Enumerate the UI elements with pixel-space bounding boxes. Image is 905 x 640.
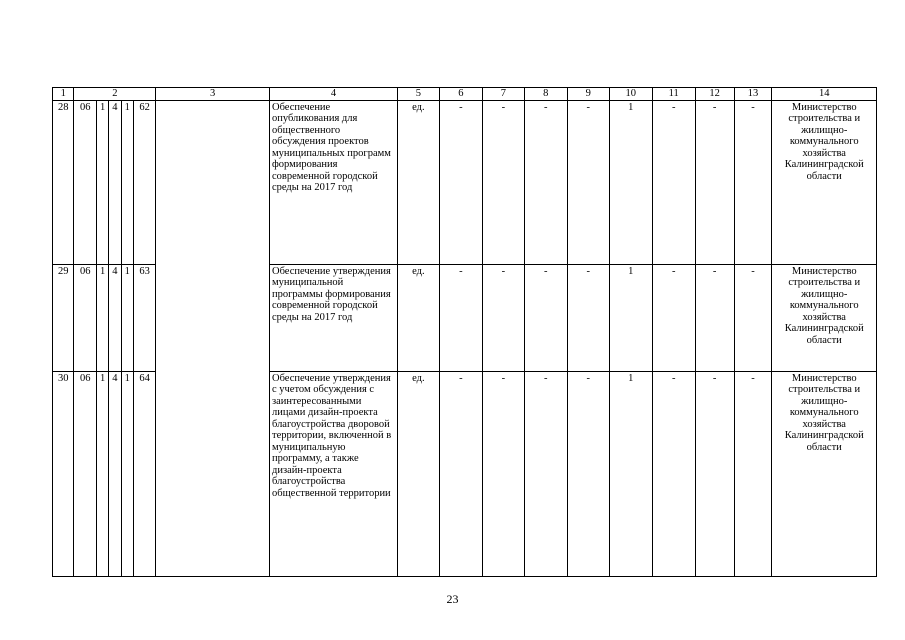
- value-cell: -: [652, 264, 695, 371]
- value-cell: -: [567, 371, 609, 576]
- program-table: [52, 87, 877, 577]
- header-col-12: 12: [695, 88, 734, 101]
- header-col-8: 8: [524, 88, 567, 101]
- responsible-org: Министерство строительства и жилищно-коммунального хозяйства Калининградской области: [772, 100, 877, 264]
- value-cell: -: [439, 371, 482, 576]
- row-number: 30: [53, 371, 74, 576]
- merged-column-3: [156, 100, 270, 576]
- header-col-5: 5: [397, 88, 439, 101]
- code-part: 1: [121, 264, 133, 371]
- header-col-14: 14: [772, 88, 877, 101]
- unit-cell: ед.: [397, 100, 439, 264]
- value-cell: -: [567, 264, 609, 371]
- value-cell: -: [652, 371, 695, 576]
- code-part: 1: [97, 371, 109, 576]
- value-cell: -: [524, 100, 567, 264]
- header-col-10: 10: [609, 88, 652, 101]
- activity-name: Обеспечение опубликования для общественного обсуждения проектов муниципальных программ формирования современной городской среды на 2017 год: [269, 100, 397, 264]
- code-part: 06: [74, 264, 97, 371]
- code-part: 06: [74, 100, 97, 264]
- header-row: [53, 88, 877, 101]
- header-col-13: 13: [734, 88, 772, 101]
- value-cell: -: [695, 264, 734, 371]
- responsible-org: Министерство строительства и жилищно-коммунального хозяйства Калининградской области: [772, 371, 877, 576]
- code-part: 1: [97, 100, 109, 264]
- value-cell: -: [695, 100, 734, 264]
- code-part: 4: [109, 371, 121, 576]
- value-cell: 1: [609, 371, 652, 576]
- row-number: 28: [53, 100, 74, 264]
- header-col-1: 1: [53, 88, 74, 101]
- value-cell: -: [567, 100, 609, 264]
- value-cell: -: [439, 264, 482, 371]
- table-row: [53, 100, 877, 264]
- code-part: 1: [121, 371, 133, 576]
- page-number: 23: [446, 592, 459, 606]
- code-part: 63: [133, 264, 156, 371]
- activity-name: Обеспечение утверждения с учетом обсуждения с заинтересованными лицами дизайн-проекта благоустройства дворовой территории, включенной в муниципальную программу, а также дизайн-проекта благоустройства общественной территории: [269, 371, 397, 576]
- code-part: 4: [109, 100, 121, 264]
- code-part: 06: [74, 371, 97, 576]
- value-cell: -: [524, 371, 567, 576]
- value-cell: 1: [609, 100, 652, 264]
- value-cell: -: [734, 100, 772, 264]
- unit-cell: ед.: [397, 264, 439, 371]
- unit-cell: ед.: [397, 371, 439, 576]
- code-part: 1: [97, 264, 109, 371]
- value-cell: 1: [609, 264, 652, 371]
- code-part: 62: [133, 100, 156, 264]
- value-cell: -: [482, 100, 524, 264]
- value-cell: -: [482, 371, 524, 576]
- value-cell: -: [695, 371, 734, 576]
- activity-name: Обеспечение утверждения муниципальной программы формирования современной городской среды на 2017 год: [269, 264, 397, 371]
- value-cell: -: [734, 371, 772, 576]
- code-part: 64: [133, 371, 156, 576]
- code-part: 1: [121, 100, 133, 264]
- value-cell: -: [482, 264, 524, 371]
- responsible-org: Министерство строительства и жилищно-коммунального хозяйства Калининградской области: [772, 264, 877, 371]
- value-cell: -: [439, 100, 482, 264]
- value-cell: -: [734, 264, 772, 371]
- header-col-9: 9: [567, 88, 609, 101]
- header-col-4: 4: [269, 88, 397, 101]
- header-col-3: 3: [156, 88, 270, 101]
- header-col-7: 7: [482, 88, 524, 101]
- row-number: 29: [53, 264, 74, 371]
- header-col-2: 2: [74, 88, 156, 101]
- value-cell: -: [652, 100, 695, 264]
- header-col-6: 6: [439, 88, 482, 101]
- code-part: 4: [109, 264, 121, 371]
- header-col-11: 11: [652, 88, 695, 101]
- value-cell: -: [524, 264, 567, 371]
